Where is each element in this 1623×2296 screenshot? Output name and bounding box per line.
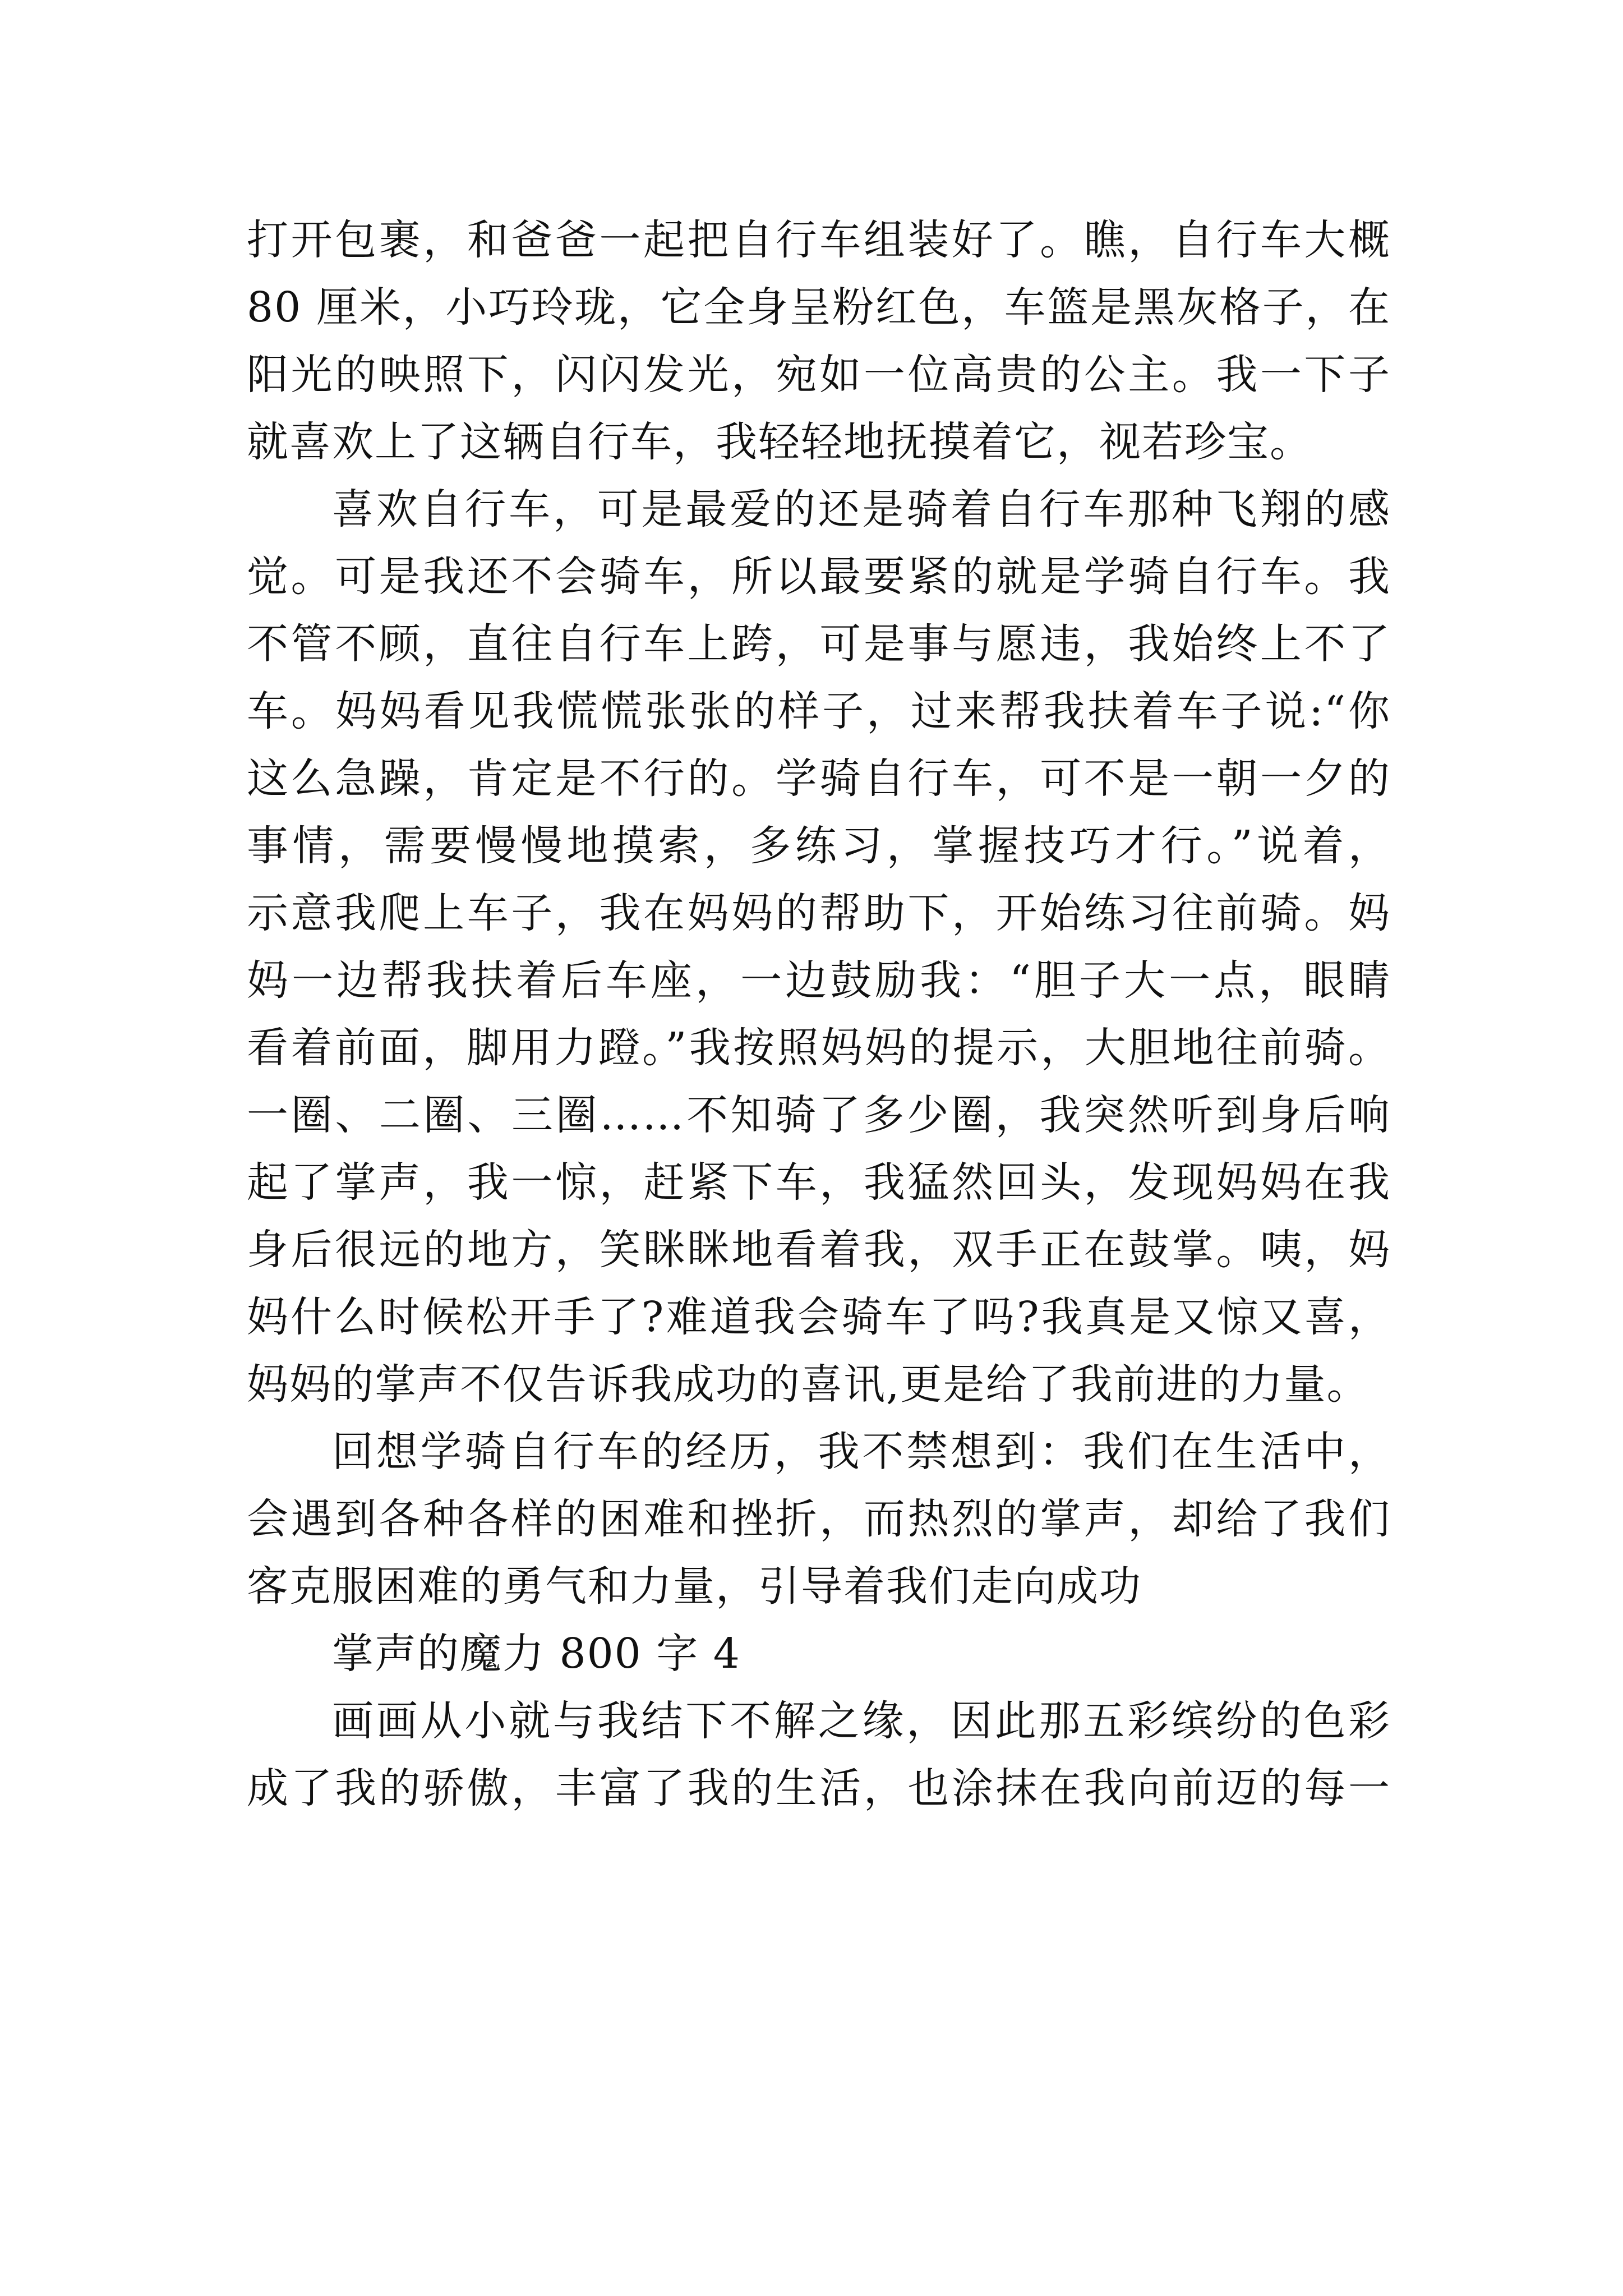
text-line-1: 打开包裹，和爸爸一起把自行车组装好了。瞧，自行车大概 <box>247 216 1391 264</box>
text-line-19: 回想学骑自行车的经历，我不禁想到：我们在生活中， <box>332 1428 1391 1476</box>
text-line-15: 起了掌声，我一惊，赶紧下车，我猛然回头，发现妈妈在我 <box>247 1158 1391 1207</box>
text-line-24: 成了我的骄傲，丰富了我的生活，也涂抹在我向前迈的每一 <box>247 1764 1391 1812</box>
text-line-21: 客克服困难的勇气和力量，引导着我们走向成功 <box>247 1562 1142 1611</box>
text-line-2: 80 厘米，小巧玲珑，它全身呈粉红色，车篮是黑灰格子，在 <box>247 283 1391 332</box>
text-line-18: 妈妈的掌声不仅告诉我成功的喜讯,更是给了我前进的力量。 <box>247 1360 1370 1409</box>
text-line-6: 觉。可是我还不会骑车，所以最要紧的就是学骑自行车。我 <box>247 553 1391 601</box>
text-line-16: 身后很远的地方，笑眯眯地看着我，双手正在鼓掌。咦，妈 <box>247 1226 1391 1274</box>
text-line-17: 妈什么时候松开手了?难道我会骑车了吗?我真是又惊又喜， <box>247 1293 1391 1341</box>
text-line-9: 这么急躁，肯定是不行的。学骑自行车，可不是一朝一夕的 <box>247 754 1391 803</box>
text-line-4: 就喜欢上了这辆自行车，我轻轻地抚摸着它，视若珍宝。 <box>247 418 1312 466</box>
text-line-3: 阳光的映照下，闪闪发光，宛如一位高贵的公主。我一下子 <box>247 351 1391 399</box>
text-line-8: 车。妈妈看见我慌慌张张的样子，过来帮我扶着车子说:“你 <box>247 687 1391 735</box>
text-line-14: 一圈、二圈、三圈……不知骑了多少圈，我突然听到身后响 <box>247 1091 1391 1139</box>
text-line-11: 示意我爬上车子，我在妈妈的帮助下，开始练习往前骑。妈 <box>247 889 1391 937</box>
section-heading: 掌声的魔力 800 字 4 <box>332 1630 741 1678</box>
body-text <box>247 206 1391 1822</box>
text-line-13: 看着前面，脚用力蹬。”我按照妈妈的提示，大胆地往前骑。 <box>247 1024 1391 1072</box>
text-line-20: 会遇到各种各样的困难和挫折，而热烈的掌声，却给了我们 <box>247 1495 1391 1543</box>
text-line-10: 事情，需要慢慢地摸索，多练习，掌握技巧才行。”说着， <box>247 822 1391 870</box>
text-line-7: 不管不顾，直往自行车上跨，可是事与愿违，我始终上不了 <box>247 620 1391 668</box>
text-line-5: 喜欢自行车，可是最爱的还是骑着自行车那种飞翔的感 <box>332 485 1391 533</box>
text-line-12: 妈一边帮我扶着后车座，一边鼓励我：“胆子大一点，眼睛 <box>247 956 1391 1005</box>
text-line-23: 画画从小就与我结下不解之缘，因此那五彩缤纷的色彩 <box>332 1697 1391 1745</box>
